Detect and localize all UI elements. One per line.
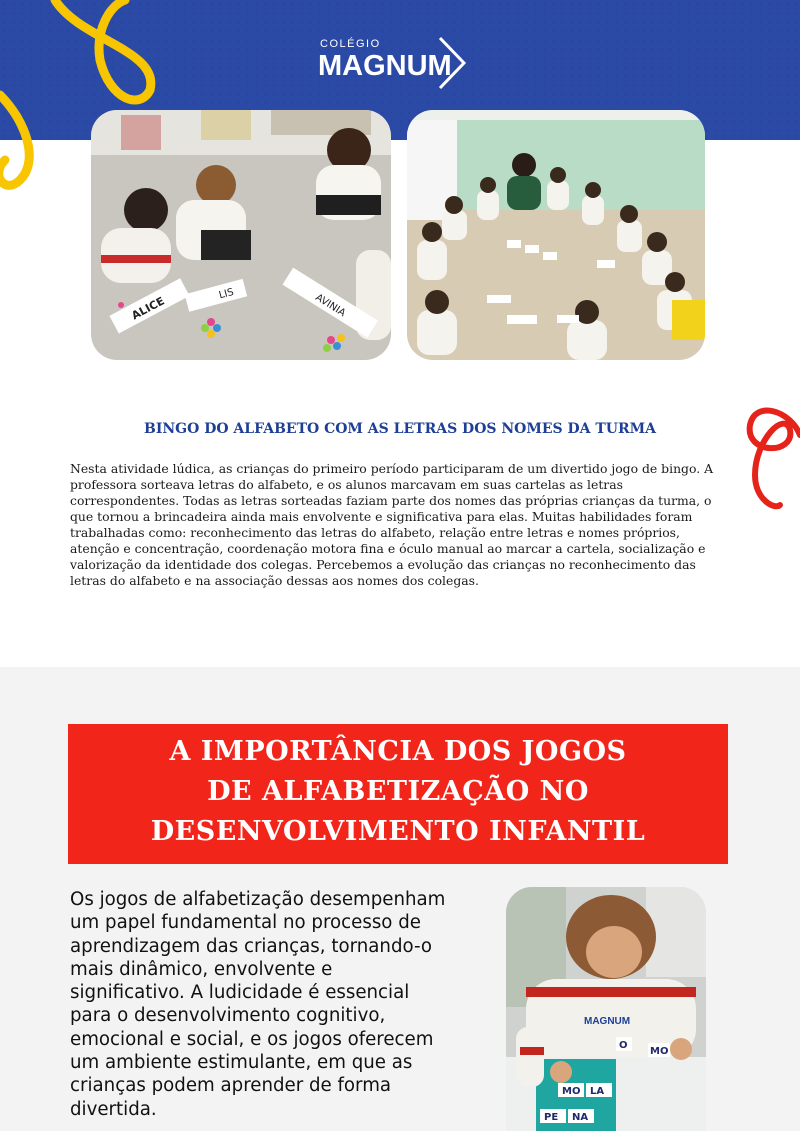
school-logo — [318, 38, 488, 98]
name-card-3: AVINIA — [313, 292, 348, 320]
logo-big-text: MAGNUM — [318, 50, 452, 82]
importance-paragraph: Os jogos de alfabetização desempenham um papel fundamental no processo de aprendizagem das crianças, tornando-o mais dinâmico, envolvente e significativo. A ludicidade é essencial para o desenvolvimento cognitivo, emocional e social, e os jogos oferecem um ambiente estimulante, em que as crianças podem aprender de forma divertida. — [70, 889, 446, 1120]
banner-line-3: DESENVOLVIMENTO INFANTIL — [150, 816, 646, 847]
logo-small-text: COLÉGIO — [320, 38, 381, 50]
photo-children-bingo-floor — [91, 110, 391, 360]
red-ribbon-decoration — [735, 400, 800, 515]
tile-la: LA — [590, 1086, 605, 1097]
bingo-title: BINGO DO ALFABETO COM AS LETRAS DOS NOMES DA TURMA — [143, 421, 657, 437]
tile-o: O — [619, 1040, 628, 1051]
importance-banner — [68, 724, 728, 864]
bingo-description: Nesta atividade lúdica, as crianças do primeiro período participaram de um divertido jogo de bingo. A professora sorteava letras do alfabeto, e os alunos marcavam em suas cartelas as letras correspondentes. Todas as letras sorteadas faziam parte dos nomes das próprias crianças da turma, o que tornou a brincadeira ainda mais envolvente e significativa para elas. Muitas habilidades foram trabalhadas como: reconhecimento das letras do alfabeto, relação entre letras e nomes próprios, atenção e concentração, coordenação motora fina e óculo manual ao marcar a cartela, socialização e valorização da identidade dos colegas. Percebemos a evolução das crianças no reconhecimento das letras do alfabeto e na associação dessas aos nomes dos colegas. — [70, 461, 714, 588]
photo-class-circle — [407, 110, 705, 360]
shirt-logo-text: MAGNUM — [584, 1016, 631, 1027]
logo-diamond-icon — [420, 32, 482, 94]
name-card-2: LIS — [217, 286, 235, 302]
tile-pe: PE — [544, 1112, 559, 1123]
tile-mo-1: MO — [562, 1086, 581, 1097]
banner-line-2: DE ALFABETIZAÇÃO NO — [207, 776, 589, 807]
tile-na: NA — [572, 1112, 589, 1123]
banner-line-1: A IMPORTÂNCIA DOS JOGOS — [169, 736, 627, 767]
name-card-1: ALICE — [129, 294, 167, 323]
tile-mo-2: MO — [650, 1046, 669, 1057]
photo-child-syllable-game — [506, 887, 706, 1131]
